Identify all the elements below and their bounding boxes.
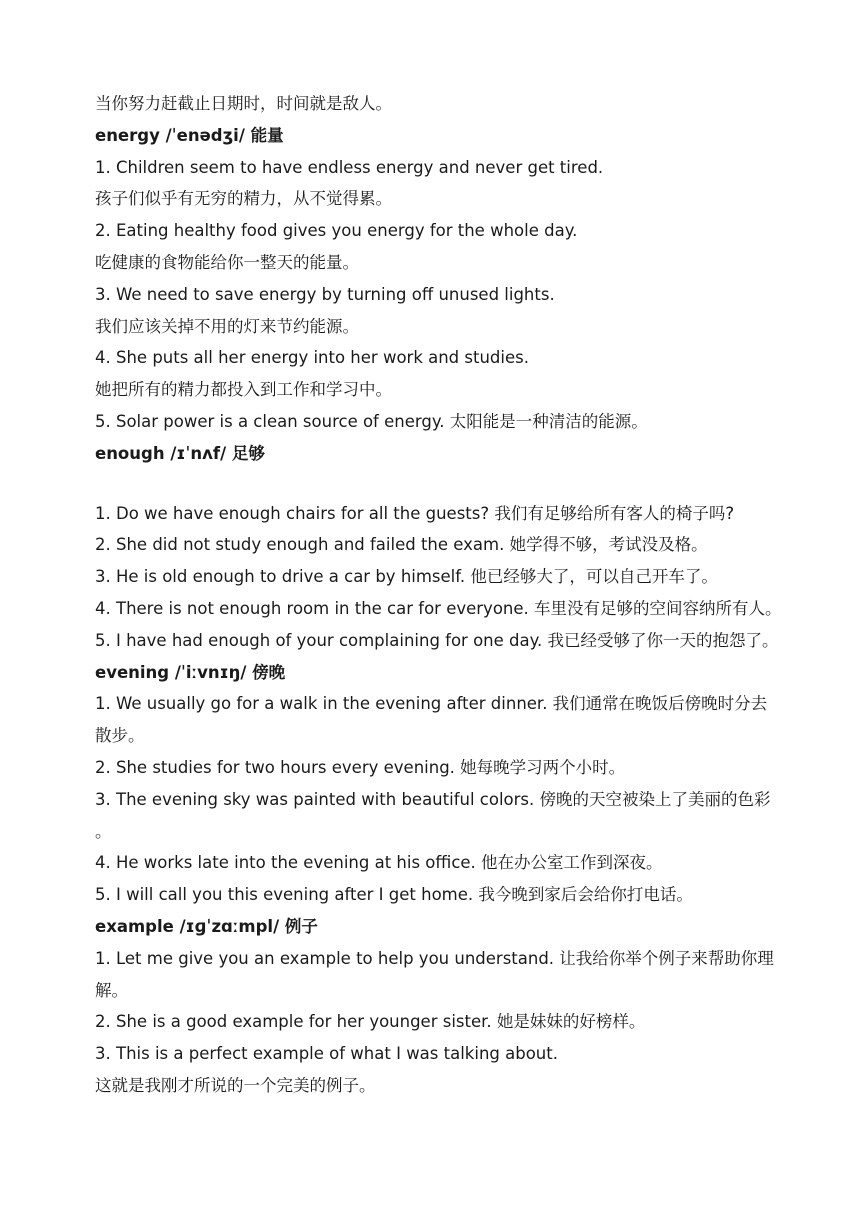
example-sentence: 1. Children seem to have endless energy and never get tired.: [95, 157, 604, 177]
entry-heading-energy: energy /ˈenədʒi/ 能量: [95, 125, 284, 145]
example-sentence: 2. Eating healthy food gives you energy for the whole day.: [95, 221, 578, 241]
example-sentence: 3. This is a perfect example of what I was talking about.: [95, 1044, 558, 1064]
example-sentence: 1. Let me give you an example to help you understand. 让我给你举个例子来帮助你理: [95, 948, 774, 968]
example-sentence: 4. He works late into the evening at his office. 他在办公室工作到深夜。: [95, 853, 663, 873]
example-sentence: 1. Do we have enough chairs for all the guests? 我们有足够给所有客人的椅子吗?: [95, 503, 735, 523]
example-sentence-continued: 。: [95, 821, 112, 841]
spacer: [95, 470, 785, 498]
example-translation: 我们应该关掉不用的灯来节约能源。: [95, 316, 359, 336]
example-translation: 吃健康的食物能给你一整天的能量。: [95, 252, 359, 272]
example-sentence-continued: 散步。: [95, 726, 145, 746]
example-sentence: 3. We need to save energy by turning off unused lights.: [95, 284, 555, 304]
example-translation: 这就是我刚才所说的一个完美的例子。: [95, 1075, 376, 1095]
entry-heading-evening: evening /ˈiːvnɪŋ/ 傍晚: [95, 662, 286, 682]
example-sentence: 3. The evening sky was painted with beautiful colors. 傍晚的天空被染上了美丽的色彩: [95, 789, 771, 809]
example-sentence: 3. He is old enough to drive a car by himself. 他已经够大了，可以自己开车了。: [95, 567, 718, 587]
example-sentence: 5. I have had enough of your complaining for one day. 我已经受够了你一天的抱怨了。: [95, 630, 779, 650]
example-sentence: 2. She did not study enough and failed the exam. 她学得不够，考试没及格。: [95, 535, 708, 555]
example-sentence-continued: 解。: [95, 980, 128, 1000]
example-sentence: 5. Solar power is a clean source of energy. 太阳能是一种清洁的能源。: [95, 411, 648, 431]
example-translation: 孩子们似乎有无穷的精力，从不觉得累。: [95, 189, 392, 209]
example-translation: 她把所有的精力都投入到工作和学习中。: [95, 380, 392, 400]
example-sentence: 2. She is a good example for her younger sister. 她是妹妹的好榜样。: [95, 1012, 646, 1032]
example-sentence: 2. She studies for two hours every evening. 她每晚学习两个小时。: [95, 757, 626, 777]
entry-heading-example: example /ɪɡˈzɑːmpl/ 例子: [95, 916, 318, 936]
sentence-translation: 当你努力赶截止日期时，时间就是敌人。: [95, 94, 392, 113]
vocabulary-page: [95, 88, 785, 1102]
example-sentence: 4. There is not enough room in the car for everyone. 车里没有足够的空间容纳所有人。: [95, 598, 782, 618]
entry-heading-enough: enough /ɪˈnʌf/ 足够: [95, 443, 265, 463]
example-sentence: 1. We usually go for a walk in the evening after dinner. 我们通常在晚饭后傍晚时分去: [95, 694, 768, 714]
example-sentence: 5. I will call you this evening after I get home. 我今晚到家后会给你打电话。: [95, 885, 693, 905]
example-sentence: 4. She puts all her energy into her work and studies.: [95, 348, 529, 368]
